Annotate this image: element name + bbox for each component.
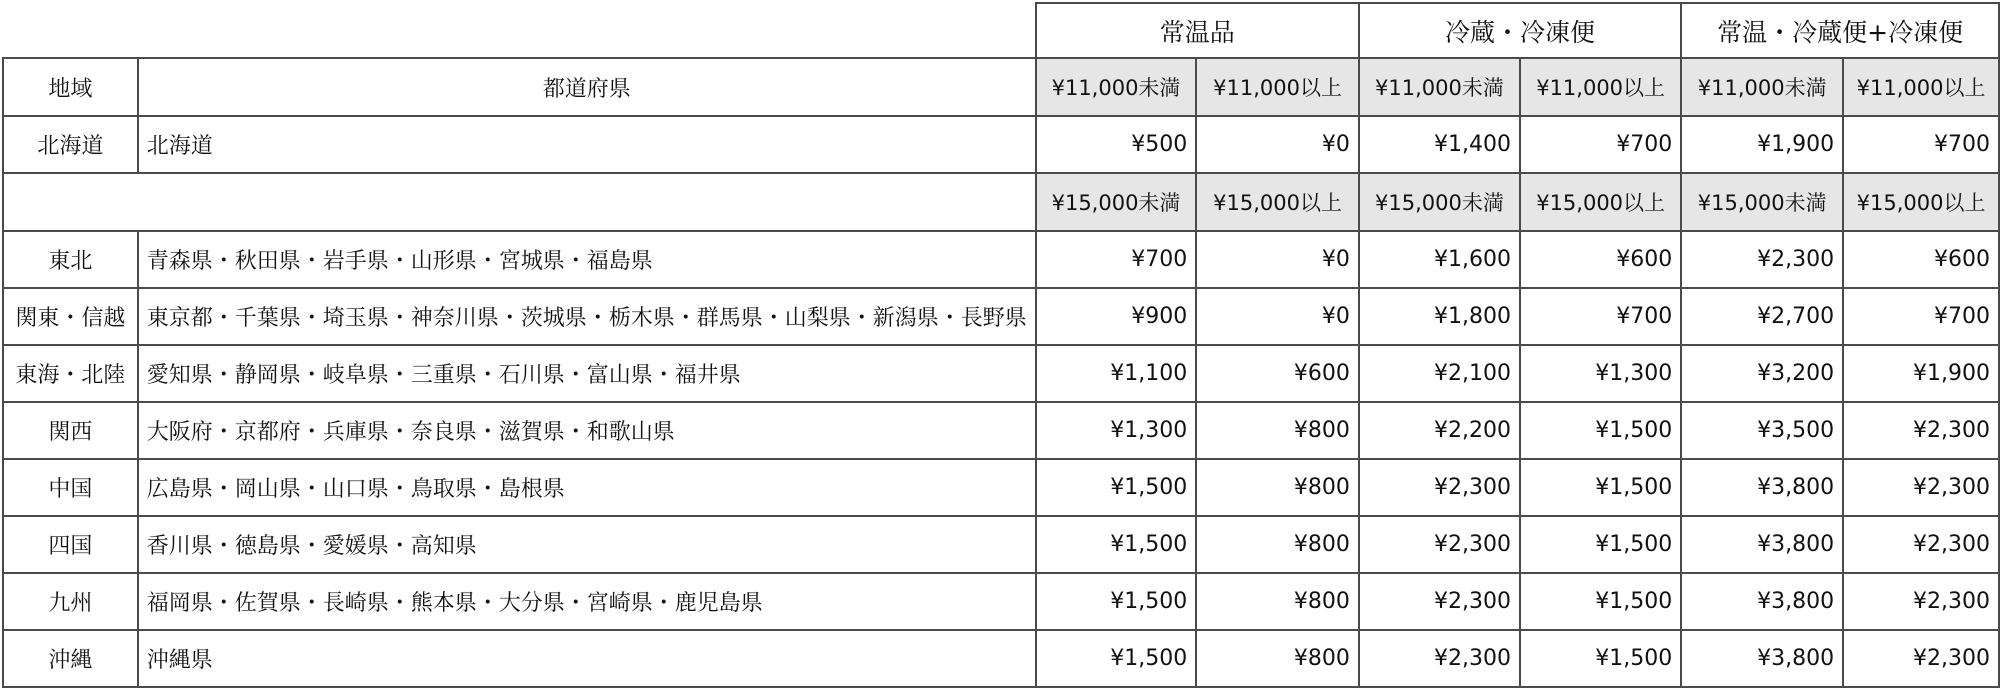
price-cell: ¥600 — [1520, 231, 1681, 288]
price-cell: ¥900 — [1036, 288, 1197, 345]
price-cell: ¥2,300 — [1843, 459, 1999, 516]
region-cell: 沖縄 — [3, 630, 138, 687]
region-cell: 中国 — [3, 459, 138, 516]
group-header-combined: 常温・冷蔵便+冷凍便 — [1681, 3, 1999, 58]
price-cell: ¥2,300 — [1843, 402, 1999, 459]
price-cell: ¥1,500 — [1036, 459, 1197, 516]
prefecture-cell: 北海道 — [138, 116, 1036, 173]
threshold-cell: ¥11,000未満 — [1681, 58, 1843, 116]
prefecture-cell: 広島県・岡山県・山口県・鳥取県・島根県 — [138, 459, 1036, 516]
price-cell: ¥1,300 — [1036, 402, 1197, 459]
price-cell: ¥800 — [1196, 402, 1359, 459]
region-cell: 関東・信越 — [3, 288, 138, 345]
table-row — [3, 630, 1999, 687]
price-cell: ¥800 — [1196, 573, 1359, 630]
region-cell: 関西 — [3, 402, 138, 459]
group-header-ambient: 常温品 — [1036, 3, 1359, 58]
price-cell: ¥2,300 — [1843, 630, 1999, 687]
table-row — [3, 116, 1999, 173]
threshold-cell: ¥15,000以上 — [1520, 173, 1681, 231]
price-cell: ¥1,500 — [1520, 402, 1681, 459]
threshold-cell: ¥15,000以上 — [1843, 173, 1999, 231]
price-cell: ¥0 — [1196, 116, 1359, 173]
price-cell: ¥0 — [1196, 288, 1359, 345]
price-cell: ¥600 — [1196, 345, 1359, 402]
table-row — [3, 402, 1999, 459]
price-cell: ¥700 — [1520, 116, 1681, 173]
threshold-cell: ¥15,000未満 — [1036, 173, 1197, 231]
price-cell: ¥2,100 — [1359, 345, 1520, 402]
prefecture-cell: 東京都・千葉県・埼玉県・神奈川県・茨城県・栃木県・群馬県・山梨県・新潟県・長野県 — [138, 288, 1036, 345]
price-cell: ¥700 — [1520, 288, 1681, 345]
price-cell: ¥1,500 — [1520, 573, 1681, 630]
price-cell: ¥3,800 — [1681, 573, 1843, 630]
price-cell: ¥1,100 — [1036, 345, 1197, 402]
price-cell: ¥2,300 — [1681, 231, 1843, 288]
price-cell: ¥1,600 — [1359, 231, 1520, 288]
price-cell: ¥1,500 — [1036, 516, 1197, 573]
price-cell: ¥2,300 — [1359, 573, 1520, 630]
price-cell: ¥1,900 — [1843, 345, 1999, 402]
shipping-fee-table — [2, 2, 2000, 688]
threshold-cell: ¥15,000以上 — [1196, 173, 1359, 231]
price-cell: ¥1,500 — [1036, 573, 1197, 630]
threshold-cell: ¥15,000未満 — [1681, 173, 1843, 231]
price-cell: ¥1,900 — [1681, 116, 1843, 173]
region-cell: 四国 — [3, 516, 138, 573]
price-cell: ¥2,300 — [1359, 459, 1520, 516]
region-cell: 北海道 — [3, 116, 138, 173]
price-cell: ¥2,300 — [1843, 516, 1999, 573]
price-cell: ¥3,800 — [1681, 630, 1843, 687]
table-row — [3, 573, 1999, 630]
prefecture-cell: 沖縄県 — [138, 630, 1036, 687]
prefecture-cell: 福岡県・佐賀県・長崎県・熊本県・大分県・宮崎県・鹿児島県 — [138, 573, 1036, 630]
price-cell: ¥700 — [1843, 288, 1999, 345]
threshold-cell: ¥15,000未満 — [1359, 173, 1520, 231]
price-cell: ¥1,500 — [1520, 516, 1681, 573]
price-cell: ¥1,400 — [1359, 116, 1520, 173]
threshold-row — [3, 173, 1999, 231]
threshold-cell: ¥11,000以上 — [1520, 58, 1681, 116]
prefecture-cell: 愛知県・静岡県・岐阜県・三重県・石川県・富山県・福井県 — [138, 345, 1036, 402]
price-cell: ¥1,500 — [1036, 630, 1197, 687]
price-cell: ¥1,800 — [1359, 288, 1520, 345]
group-header-row — [3, 3, 1999, 58]
table-row — [3, 459, 1999, 516]
region-cell: 九州 — [3, 573, 138, 630]
threshold-cell: ¥11,000以上 — [1843, 58, 1999, 116]
price-cell: ¥3,200 — [1681, 345, 1843, 402]
region-cell: 東北 — [3, 231, 138, 288]
prefecture-cell: 香川県・徳島県・愛媛県・高知県 — [138, 516, 1036, 573]
price-cell: ¥800 — [1196, 516, 1359, 573]
region-cell: 東海・北陸 — [3, 345, 138, 402]
price-cell: ¥1,500 — [1520, 459, 1681, 516]
table-row — [3, 288, 1999, 345]
price-cell: ¥1,500 — [1520, 630, 1681, 687]
price-cell: ¥0 — [1196, 231, 1359, 288]
price-cell: ¥2,300 — [1359, 630, 1520, 687]
threshold-row-spacer — [3, 173, 1036, 231]
price-cell: ¥800 — [1196, 630, 1359, 687]
price-cell: ¥3,500 — [1681, 402, 1843, 459]
price-cell: ¥3,800 — [1681, 516, 1843, 573]
threshold-cell: ¥11,000以上 — [1196, 58, 1359, 116]
price-cell: ¥2,700 — [1681, 288, 1843, 345]
prefecture-cell: 青森県・秋田県・岩手県・山形県・宮城県・福島県 — [138, 231, 1036, 288]
threshold-cell: ¥11,000未満 — [1359, 58, 1520, 116]
prefecture-cell: 大阪府・京都府・兵庫県・奈良県・滋賀県・和歌山県 — [138, 402, 1036, 459]
column-header-row — [3, 58, 1999, 116]
price-cell: ¥500 — [1036, 116, 1197, 173]
price-cell: ¥2,300 — [1843, 573, 1999, 630]
threshold-cell: ¥11,000未満 — [1036, 58, 1197, 116]
prefecture-header: 都道府県 — [138, 58, 1036, 116]
table-row — [3, 231, 1999, 288]
price-cell: ¥700 — [1843, 116, 1999, 173]
price-cell: ¥600 — [1843, 231, 1999, 288]
table-row — [3, 345, 1999, 402]
table-row — [3, 516, 1999, 573]
region-header: 地域 — [3, 58, 138, 116]
price-cell: ¥3,800 — [1681, 459, 1843, 516]
price-cell: ¥2,200 — [1359, 402, 1520, 459]
price-cell: ¥1,300 — [1520, 345, 1681, 402]
blank-corner — [3, 3, 1036, 58]
price-cell: ¥800 — [1196, 459, 1359, 516]
price-cell: ¥700 — [1036, 231, 1197, 288]
price-cell: ¥2,300 — [1359, 516, 1520, 573]
group-header-chilled-frozen: 冷蔵・冷凍便 — [1359, 3, 1681, 58]
